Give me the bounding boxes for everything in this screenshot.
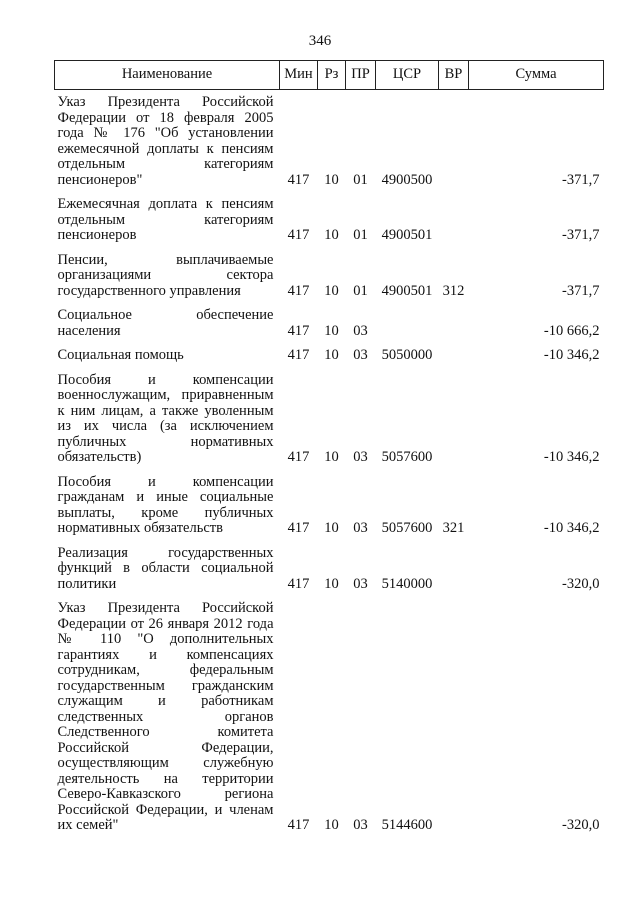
row-min: 417 [287, 322, 310, 339]
row-csr: 5144600 [381, 817, 433, 833]
row-pr: 03 [353, 449, 368, 465]
row-name: Пенсии, выплачиваемые организациями сектора государственного управления [57, 251, 274, 299]
table-row [55, 541, 604, 597]
table-header-row [55, 61, 604, 90]
row-name: Пособия и компенсации гражданам и иные социальные выплаты, кроме публичных нормативных обязательств [57, 473, 274, 536]
row-vr [439, 303, 469, 343]
row-vr [439, 343, 469, 368]
row-csr: 4900501 [381, 282, 433, 299]
row-csr: 4900501 [381, 227, 433, 243]
row-sum: -371,7 [562, 171, 600, 188]
row-csr: 5057600 [381, 520, 433, 536]
row-sum: -371,7 [562, 227, 600, 243]
row-vr [439, 541, 469, 597]
row-min: 417 [287, 449, 310, 465]
row-rz: 10 [324, 227, 339, 243]
header-pr: ПР [346, 61, 376, 90]
row-name: Указ Президента Российской Федерации от 26 января 2012 года № 110 "О дополнительных гарантиях и компенсациях сотрудникам, федеральным государственным гражданским служащим и работникам следственных органов Следственного комитета Российской Федерации, осуществляющим служебную деятельность на территории Северо-Кавказского региона Российской Федерации, и членам их семей" [57, 600, 274, 833]
row-vr: 321 [442, 520, 465, 536]
header-name: Наименование [55, 61, 280, 90]
table-row [55, 303, 604, 343]
row-min: 417 [287, 227, 310, 243]
row-min: 417 [287, 520, 310, 536]
row-csr: 4900500 [381, 171, 433, 188]
row-name: Реализация государственных функций в области социальной политики [57, 544, 274, 592]
row-pr: 03 [353, 817, 368, 833]
table-row [55, 90, 604, 193]
row-pr: 03 [353, 520, 368, 536]
header-min: Мин [280, 61, 318, 90]
row-rz: 10 [324, 171, 339, 188]
row-min: 417 [287, 347, 310, 363]
row-rz: 10 [324, 520, 339, 536]
header-sum: Сумма [469, 61, 604, 90]
row-rz: 10 [324, 575, 339, 592]
row-sum: -371,7 [562, 282, 600, 299]
row-csr: 5050000 [381, 347, 433, 363]
row-min: 417 [287, 817, 310, 833]
row-vr [439, 192, 469, 248]
row-sum: -10 346,2 [543, 347, 600, 363]
row-pr: 01 [353, 171, 368, 188]
row-rz: 10 [324, 322, 339, 339]
table-row [55, 343, 604, 368]
header-csr: ЦСР [376, 61, 439, 90]
row-min: 417 [287, 171, 310, 188]
page-number: 346 [308, 33, 332, 49]
row-vr [439, 596, 469, 838]
table-row [55, 368, 604, 470]
table-row [55, 192, 604, 248]
row-min: 417 [287, 575, 310, 592]
row-csr: 5140000 [381, 575, 433, 592]
row-sum: -10 666,2 [543, 322, 600, 339]
row-csr: 5057600 [381, 449, 433, 465]
row-sum: -320,0 [562, 575, 600, 592]
row-rz: 10 [324, 347, 339, 363]
row-pr: 01 [353, 282, 368, 299]
row-sum: -10 346,2 [543, 520, 600, 536]
row-vr [439, 368, 469, 470]
row-name: Социальное обеспечение населения [57, 307, 274, 339]
header-rz: Рз [318, 61, 346, 90]
table-row [55, 470, 604, 541]
row-vr: 312 [442, 282, 465, 299]
row-name: Ежемесячная доплата к пенсиям отдельным категориям пенсионеров [57, 196, 274, 243]
row-csr [376, 303, 439, 343]
row-vr [439, 90, 469, 193]
row-pr: 03 [353, 575, 368, 592]
table-row [55, 596, 604, 838]
table-row [55, 248, 604, 304]
row-pr: 03 [353, 322, 368, 339]
row-pr: 01 [353, 227, 368, 243]
row-min: 417 [287, 282, 310, 299]
row-name: Пособия и компенсации военнослужащим, приравненным к ним лицам, а также уволенным из их числа (за исключением публичных нормативных обязательств) [57, 371, 274, 465]
budget-table [54, 60, 604, 838]
row-sum: -10 346,2 [543, 449, 600, 465]
row-rz: 10 [324, 817, 339, 833]
row-pr: 03 [353, 347, 368, 363]
header-vr: ВР [439, 61, 469, 90]
row-rz: 10 [324, 282, 339, 299]
row-name: Указ Президента Российской Федерации от 18 февраля 2005 года № 176 "Об установлении ежемесячной доплаты к пенсиям отдельным категориям пенсионеров" [57, 94, 274, 188]
row-rz: 10 [324, 449, 339, 465]
row-name: Социальная помощь [57, 347, 184, 363]
row-sum: -320,0 [562, 817, 600, 833]
